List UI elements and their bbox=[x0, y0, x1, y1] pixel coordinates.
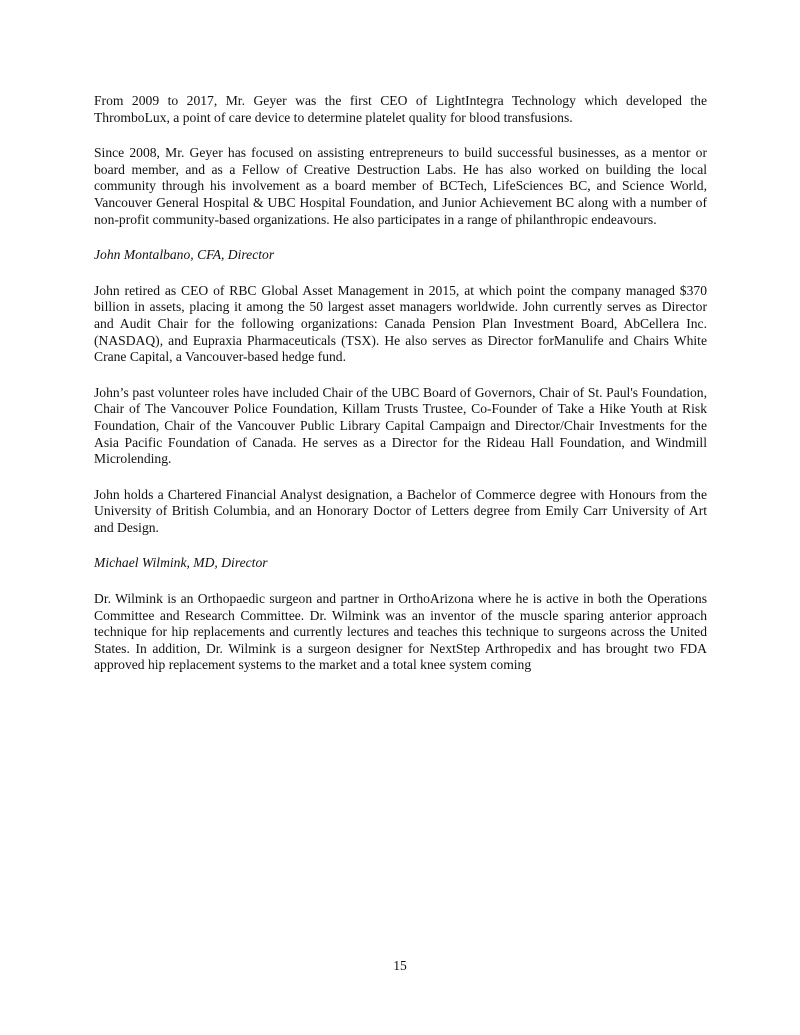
paragraph-wilmink-bio: Dr. Wilmink is an Orthopaedic surgeon and partner in OrthoArizona where he is active in both the Operations Committee and Research Committee. Dr. Wilmink was an inventor of the muscle sparing anterior approach technique for hip replacements and currently lectures and teaches this technique to surgeons across the United States. In addition, Dr. Wilmink is a surgeon designer for NextStep Arthropedix and has brought two FDA approved hip replacement systems to the market and a total knee system coming bbox=[94, 591, 707, 673]
heading-john-montalbano: John Montalbano, CFA, Director bbox=[94, 247, 275, 263]
paragraph-montalbano-volunteer: John’s past volunteer roles have included Chair of the UBC Board of Governors, Chair of St. Paul's Foundation, Chair of The Vancouver Police Foundation, Killam Trusts Trustee, Co-Founder of Take a Hike Youth at Risk Foundation, Chair of the Vancouver Public Library Capital Campaign and Director/Chair Investments for the Asia Pacific Foundation of Canada. He serves as a Director for the Rideau Hall Foundation, and Windmill Microlending. bbox=[94, 384, 707, 467]
heading-michael-wilmink: Michael Wilmink, MD, Director bbox=[94, 555, 268, 571]
paragraph-geyer-since-2008: Since 2008, Mr. Geyer has focused on assisting entrepreneurs to build successful businesses, as a mentor or board member, and as a Fellow of Creative Destruction Labs. He has also worked on building the local community through his involvement as a board member of BCTech, LifeSciences BC, and Science World, Vancouver General Hospital & UBC Hospital Foundation, and Junior Achievement BC along with a number of non-profit community-based organizations. He also participates in a range of philanthropic endeavours. bbox=[94, 145, 707, 227]
page-body bbox=[94, 93, 707, 693]
page-number: 15 bbox=[393, 958, 407, 973]
paragraph-montalbano-retired: John retired as CEO of RBC Global Asset Management in 2015, at which point the company managed $370 billion in assets, placing it among the 50 largest asset managers worldwide. John currently serves as Director and Audit Chair for the following organizations: Canada Pension Plan Investment Board, AbCellera Inc. (NASDAQ), and Eupraxia Pharmaceuticals (TSX). He also serves as Director forManulife and Chairs White Crane Capital, a Vancouver-based hedge fund. bbox=[94, 282, 707, 365]
paragraph-geyer-lightintegra: From 2009 to 2017, Mr. Geyer was the first CEO of LightIntegra Technology which developed the ThromboLux, a point of care device to determine platelet quality for blood transfusions. bbox=[94, 93, 707, 125]
paragraph-montalbano-education: John holds a Chartered Financial Analyst designation, a Bachelor of Commerce degree with Honours from the University of British Columbia, and an Honorary Doctor of Letters degree from Emily Carr University of Art and Design. bbox=[94, 486, 707, 535]
